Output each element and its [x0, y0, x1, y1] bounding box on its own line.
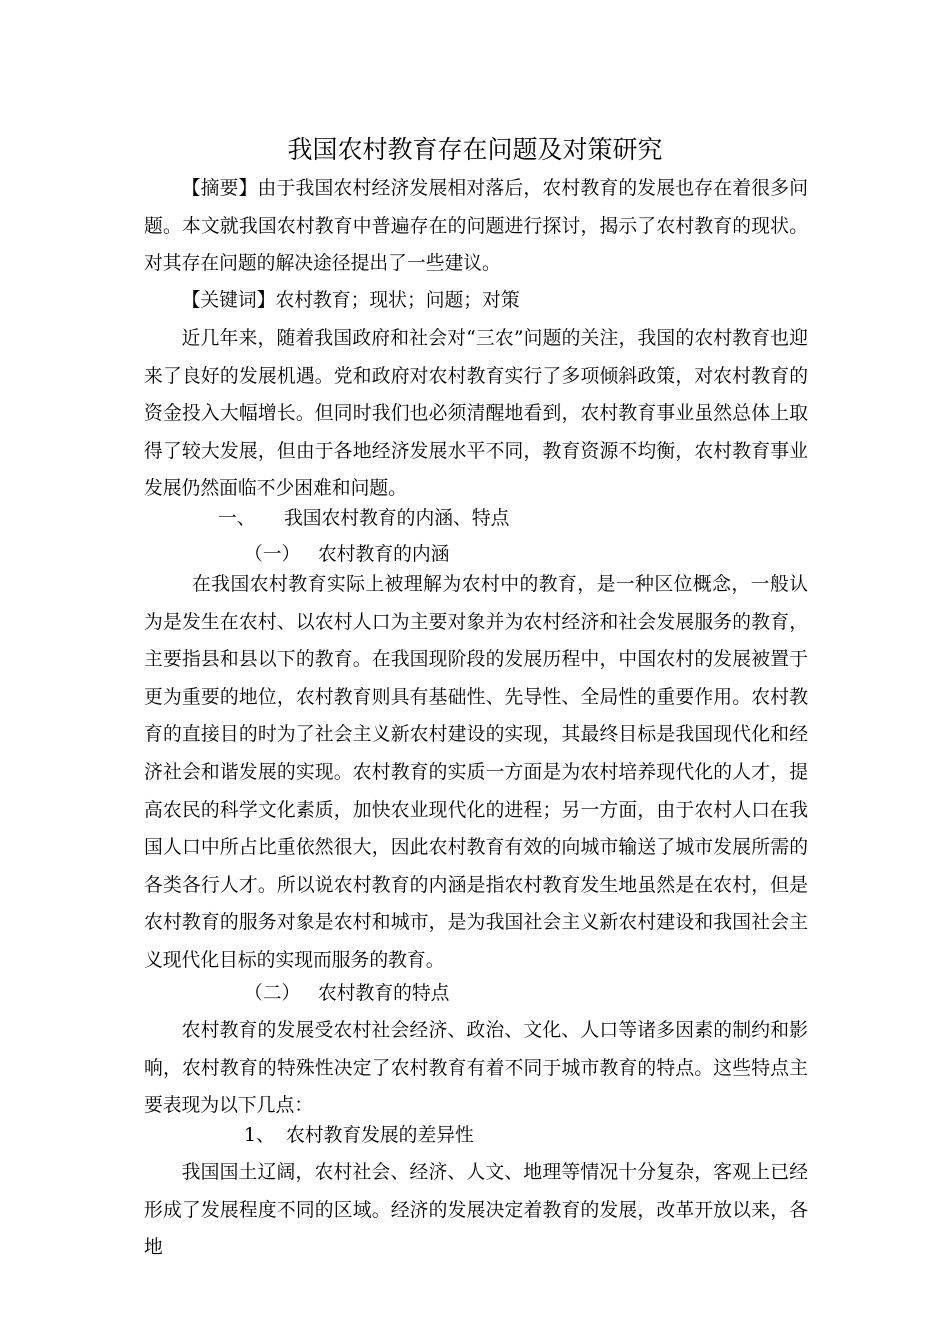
connotation-paragraph: 在我国农村教育实际上被理解为农村中的教育，是一种区位概念，一般认为是发生在农村、以农村人口为主要对象并为农村经济和社会发展服务的教育，主要指县和县以下的教育。在我国现阶段的发展历程中，中国农村的发展被置于更为重要的地位，农村教育则具有基础性、先导性、全局性的重要作用。农村教育的直接目的时为了社会主义新农村建设的实现，其最终目标是我国现代化和经济社会和谐发展的实现。农村教育的实质一方面是为农村培养现代化的人才，提高农民的科学文化素质，加快农业现代化的进程；另一方面，由于农村人口在我国人口中所占比重依然很大，因此农村教育有效的向城市输送了城市发展所需的各类各行人才。所以说农村教育的内涵是指农村教育发生地虽然是在农村，但是农村教育的服务对象是农村和城市，是为我国社会主义新农村建设和我国社会主义现代化目标的实现而服务的教育。: [144, 574, 808, 971]
abstract-paragraph: 【摘要】由于我国农村经济发展相对落后，农村教育的发展也存在着很多问题。本文就我国农村教育中普遍存在的问题进行探讨，揭示了农村教育的现状。对其存在问题的解决途径提出了一些建议。: [144, 178, 808, 275]
characteristics-paragraph: 农村教育的发展受农村社会经济、政治、文化、人口等诸多因素的制约和影响，农村教育的特殊性决定了农村教育有着不同于城市教育的特点。这些特点主要表现为以下几点：: [144, 1020, 808, 1117]
point-number: 1、: [244, 1125, 275, 1146]
difference-paragraph: 我国国土辽阔，农村社会、经济、人文、地理等情况十分复杂，客观上已经形成了发展程度不同的区域。经济的发展决定着教育的发展，改革开放以来，各地: [144, 1162, 808, 1259]
subsection-heading-2: [244, 975, 449, 1013]
document-title: 我国农村教育存在问题及对策研究: [287, 135, 663, 164]
subsection-label: 农村教育的内涵: [317, 544, 450, 565]
section-label: 我国农村教育的内涵、特点: [283, 508, 510, 529]
subsection-label: 农村教育的特点: [317, 983, 450, 1004]
subsection-number: （一）: [244, 544, 301, 565]
intro-paragraph: 近几年来，随着我国政府和社会对“三农”问题的关注，我国的农村教育也迎来了良好的发展机遇。党和政府对农村教育实行了多项倾斜政策，对农村教育的资金投入大幅增长。但同时我们也必须清醒地看到，农村教育事业虽然总体上取得了较大发展，但由于各地经济发展水平不同，教育资源不均衡，农村教育事业发展仍然面临不少困难和问题。: [144, 328, 808, 500]
point-heading-1: [244, 1117, 474, 1155]
keywords-paragraph: 【关键词】农村教育；现状；问题；对策: [181, 290, 520, 311]
point-label: 农村教育发展的差异性: [285, 1125, 474, 1146]
section-number: 一、: [218, 508, 256, 529]
section-heading-1: [218, 500, 509, 538]
subsection-number: （二）: [244, 983, 301, 1004]
